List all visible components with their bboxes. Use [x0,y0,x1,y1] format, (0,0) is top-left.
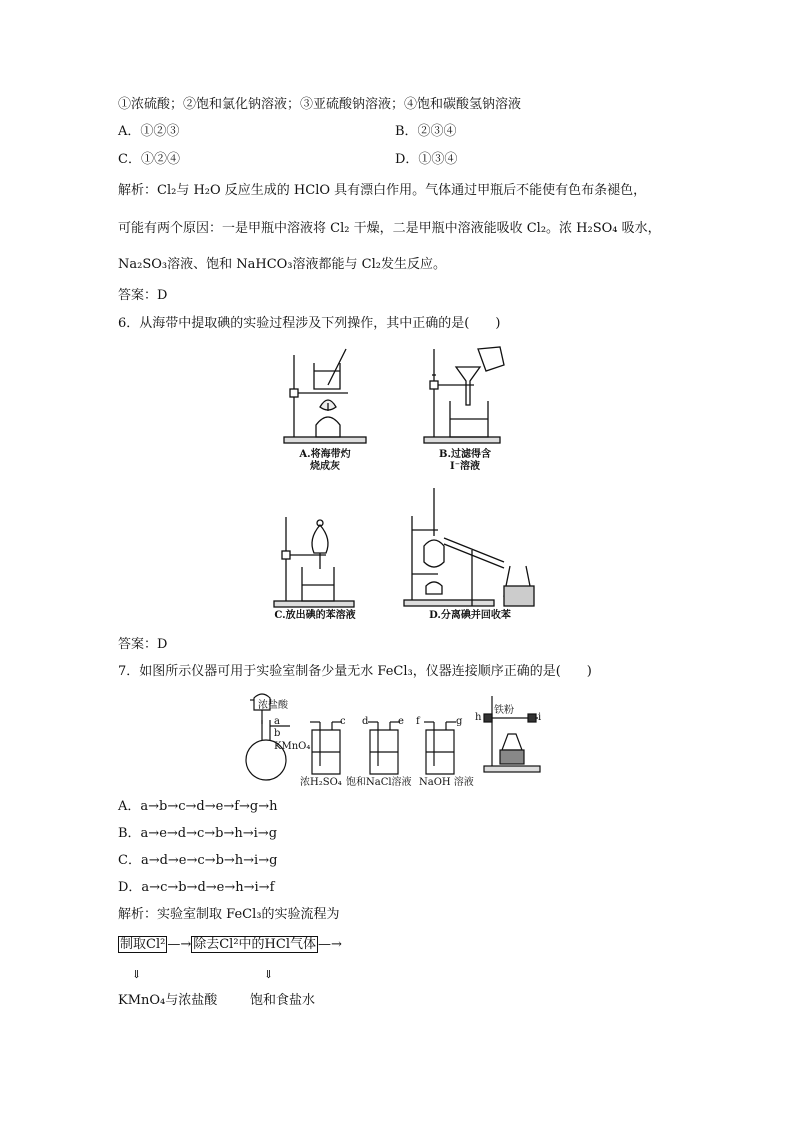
q6-stem: 6．从海带中提取碘的实验过程涉及下列操作，其中正确的是( ) [118,316,501,331]
label-port-c: c [340,716,346,727]
flow-sub-kmno4: KMnO₄与浓盐酸 [118,993,218,1008]
apparatus-d-diagram [400,486,540,608]
apparatus-a-caption-1: A.将海带灼 [299,449,351,460]
q7-option-a: A．a→b→c→d→e→f→g→h [118,799,278,814]
q7-explanation: 解析：实验室制取 FeCl₃的实验流程为 [118,907,340,922]
apparatus-a-diagram [280,345,370,445]
flow-arrow-1: —→ [167,937,192,952]
q5-option-a: A．①②③ [118,124,180,139]
label-port-f: f [416,716,420,727]
q6-answer: 答案：D [118,637,168,652]
label-iron-powder: 铁粉 [494,705,514,716]
label-port-g: g [456,716,463,727]
label-bottle-nacl: 饱和NaCl溶液 [346,777,412,788]
label-bottle-naoh: NaOH 溶液 [419,777,474,788]
q7-option-d: D．a→c→b→d→e→h→i→f [118,880,275,895]
q7-stem: 7．如图所示仪器可用于实验室制备少量无水 FeCl₃，仪器连接顺序正确的是( ) [118,664,592,679]
label-port-d: d [362,716,369,727]
apparatus-c-diagram [270,515,360,610]
flow-step-remove-hcl: 除去Cl²中的HCl气体 [193,937,316,952]
q5-explanation-3: Na₂SO₃溶液、饱和 NaHCO₃溶液都能与 Cl₂发生反应。 [118,257,446,272]
flow-sub-brine: 饱和食盐水 [250,993,316,1008]
flow-down-arrow-1: ⇓ [132,968,142,981]
apparatus-a-caption-2: 烧成灰 [310,461,340,472]
apparatus-b-caption-2: I⁻溶液 [450,461,480,472]
q7-option-c: C．a→d→e→c→b→h→i→g [118,853,278,868]
q5-option-d: D．①③④ [395,152,458,167]
label-port-b: b [274,728,281,739]
label-conc-hcl: 浓盐酸 [258,700,288,711]
q5-option-c: C．①②④ [118,152,180,167]
apparatus-b-caption-1: B.过滤得含 [439,449,491,460]
label-port-i: i [538,712,542,723]
label-port-a: a [274,716,280,727]
q7-option-b: B．a→e→d→c→b→h→i→g [118,826,278,841]
label-port-e: e [398,716,404,727]
apparatus-d-caption: D.分离碘并回收苯 [429,610,511,621]
q5-explanation-1: 解析：Cl₂与 H₂O 反应生成的 HClO 具有漂白作用。气体通过甲瓶后不能使有色布条褪色， [118,183,647,198]
flow-step-make-cl2: 制取Cl² [120,937,166,952]
flow-row [118,936,342,954]
q5-explanation-2: 可能有两个原因：一是甲瓶中溶液将 Cl₂ 干燥，二是甲瓶中溶液能吸收 Cl₂。浓 H₂SO₄ 吸水， [118,221,661,236]
apparatus-c-caption: C.放出碘的苯溶液 [274,610,356,621]
q5-reagent-list: ①浓硫酸；②饱和氯化钠溶液；③亚硫酸钠溶液；④饱和碳酸氢钠溶液 [118,97,522,112]
flow-arrow-2: —→ [318,937,342,952]
label-kmno4: KMnO₄ [274,741,311,752]
label-port-h: h [475,712,482,723]
q5-answer: 答案：D [118,288,168,303]
label-bottle-h2so4: 浓H₂SO₄ [300,777,342,788]
flow-down-arrow-2: ⇓ [264,968,274,981]
q5-option-b: B．②③④ [395,124,457,139]
apparatus-b-diagram [420,345,510,445]
